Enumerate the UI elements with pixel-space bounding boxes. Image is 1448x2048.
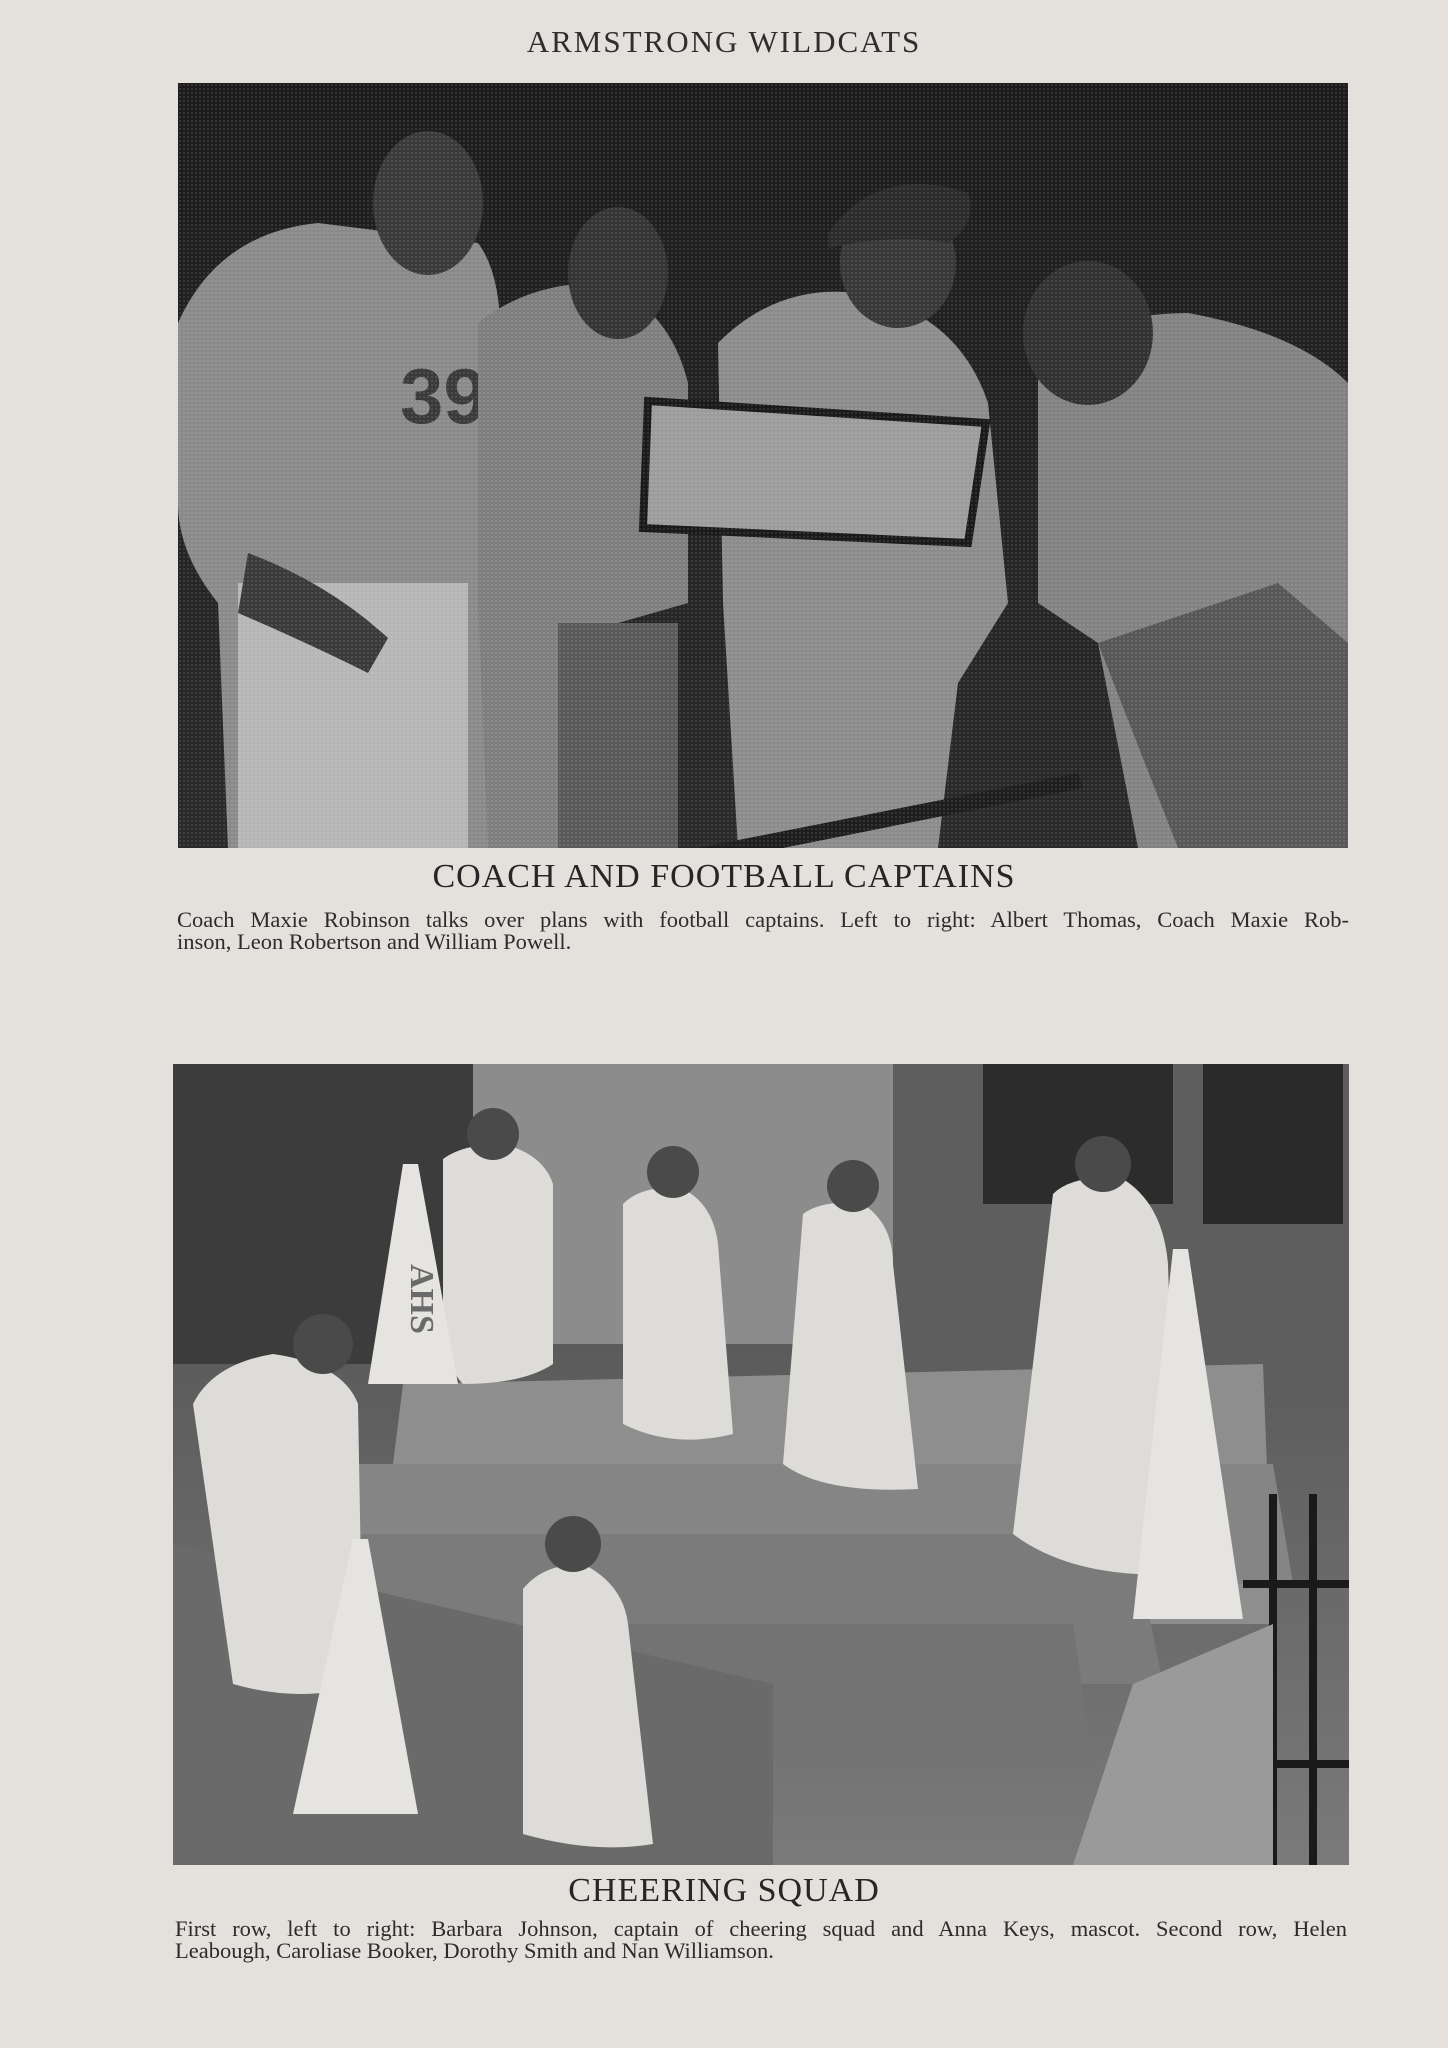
- cheering-squad-image: [173, 1064, 1349, 1865]
- megaphone-text: AHS: [403, 1264, 440, 1334]
- football-captains-image: [178, 83, 1348, 848]
- photo-title-cheering-squad: CHEERING SQUAD: [568, 1872, 880, 1909]
- caption-line: First row, left to right: Barbara Johnson, captain of cheering squad and Anna Keys, mascot. Second row, Helen: [175, 1916, 1347, 1941]
- football-captains-photo: [178, 83, 1348, 848]
- cheering-squad-photo: [173, 1064, 1349, 1865]
- caption-football-captains: [177, 909, 1349, 953]
- caption-cheering-squad: [175, 1918, 1347, 1962]
- caption-line: Leabough, Caroliase Booker, Dorothy Smith and Nan Williamson.: [175, 1938, 774, 1963]
- running-head: ARMSTRONG WILDCATS: [526, 24, 922, 59]
- caption-line: inson, Leon Robertson and William Powell.: [177, 929, 572, 954]
- caption-line: Coach Maxie Robinson talks over plans with football captains. Left to right: Albert Thomas, Coach Maxie Rob-: [177, 907, 1349, 932]
- photo-title-football-captains: COACH AND FOOTBALL CAPTAINS: [432, 858, 1016, 895]
